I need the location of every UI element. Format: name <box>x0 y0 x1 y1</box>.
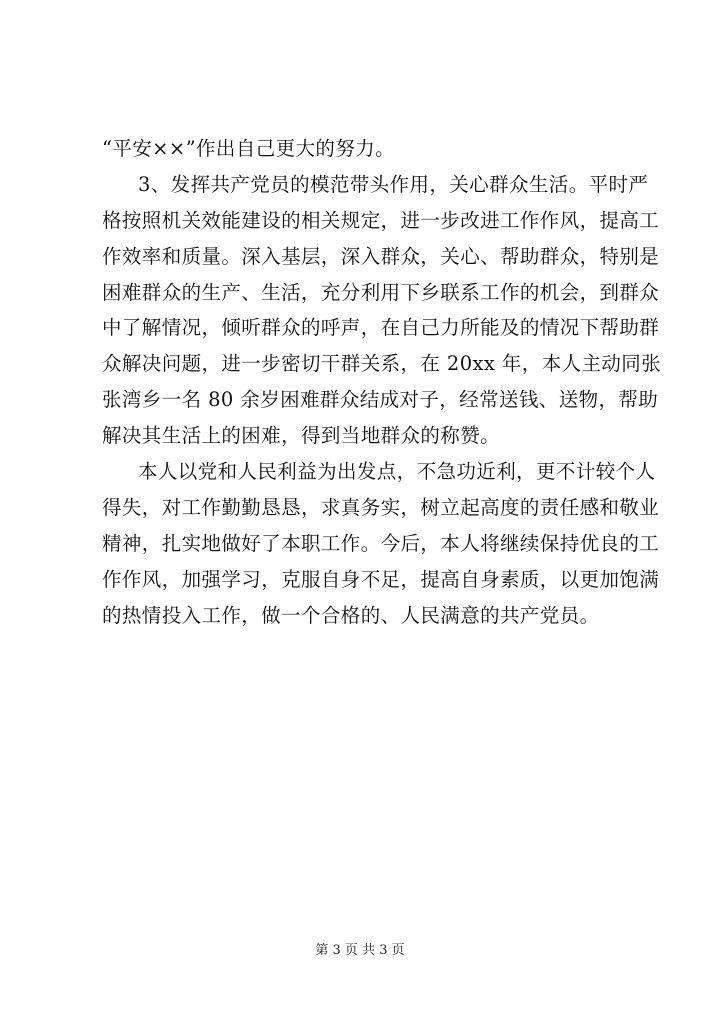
body-line: 张湾乡一名 80 余岁困难群众结成对子，经常送钱、送物，帮助 <box>102 388 659 412</box>
body-line: 作作风，加强学习，克服自身不足，提高自身素质，以更加饱满 <box>102 567 660 591</box>
body-line: 精神，扎实地做好了本职工作。今后，本人将继续保持优良的工 <box>102 531 660 555</box>
body-line: 中了解情况，倾听群众的呼声，在自己力所能及的情况下帮助群 <box>102 316 660 340</box>
body-line: 的热情投入工作，做一个合格的、人民满意的共产党员。 <box>102 603 600 627</box>
body-line: 众解决问题，进一步密切干群关系，在 20xx 年，本人主动同张 <box>102 352 662 376</box>
body-line: “平安××”作出自己更大的努力。 <box>102 137 396 160</box>
paragraph-3-start: 3、发挥共产党员的模范带头作用，关心群众生活。平时严 <box>138 172 649 196</box>
paragraph-conclusion-start: 本人以党和人民利益为出发点，不急功近利，更不计较个人 <box>138 460 656 484</box>
page-footer: 第 3 页 共 3 页 <box>315 943 405 958</box>
body-line: 解决其生活上的困难，得到当地群众的称赞。 <box>102 424 501 448</box>
body-line: 困难群众的生产、生活，充分利用下乡联系工作的机会，到群众 <box>102 280 660 304</box>
body-line: 格按照机关效能建设的相关规定，进一步改进工作作风，提高工 <box>102 208 660 232</box>
body-line: 作效率和质量。深入基层，深入群众，关心、帮助群众，特别是 <box>102 244 660 268</box>
body-line: 得失，对工作勤勤恳恳，求真务实，树立起高度的责任感和敬业 <box>102 495 660 519</box>
document-body <box>102 131 662 633</box>
